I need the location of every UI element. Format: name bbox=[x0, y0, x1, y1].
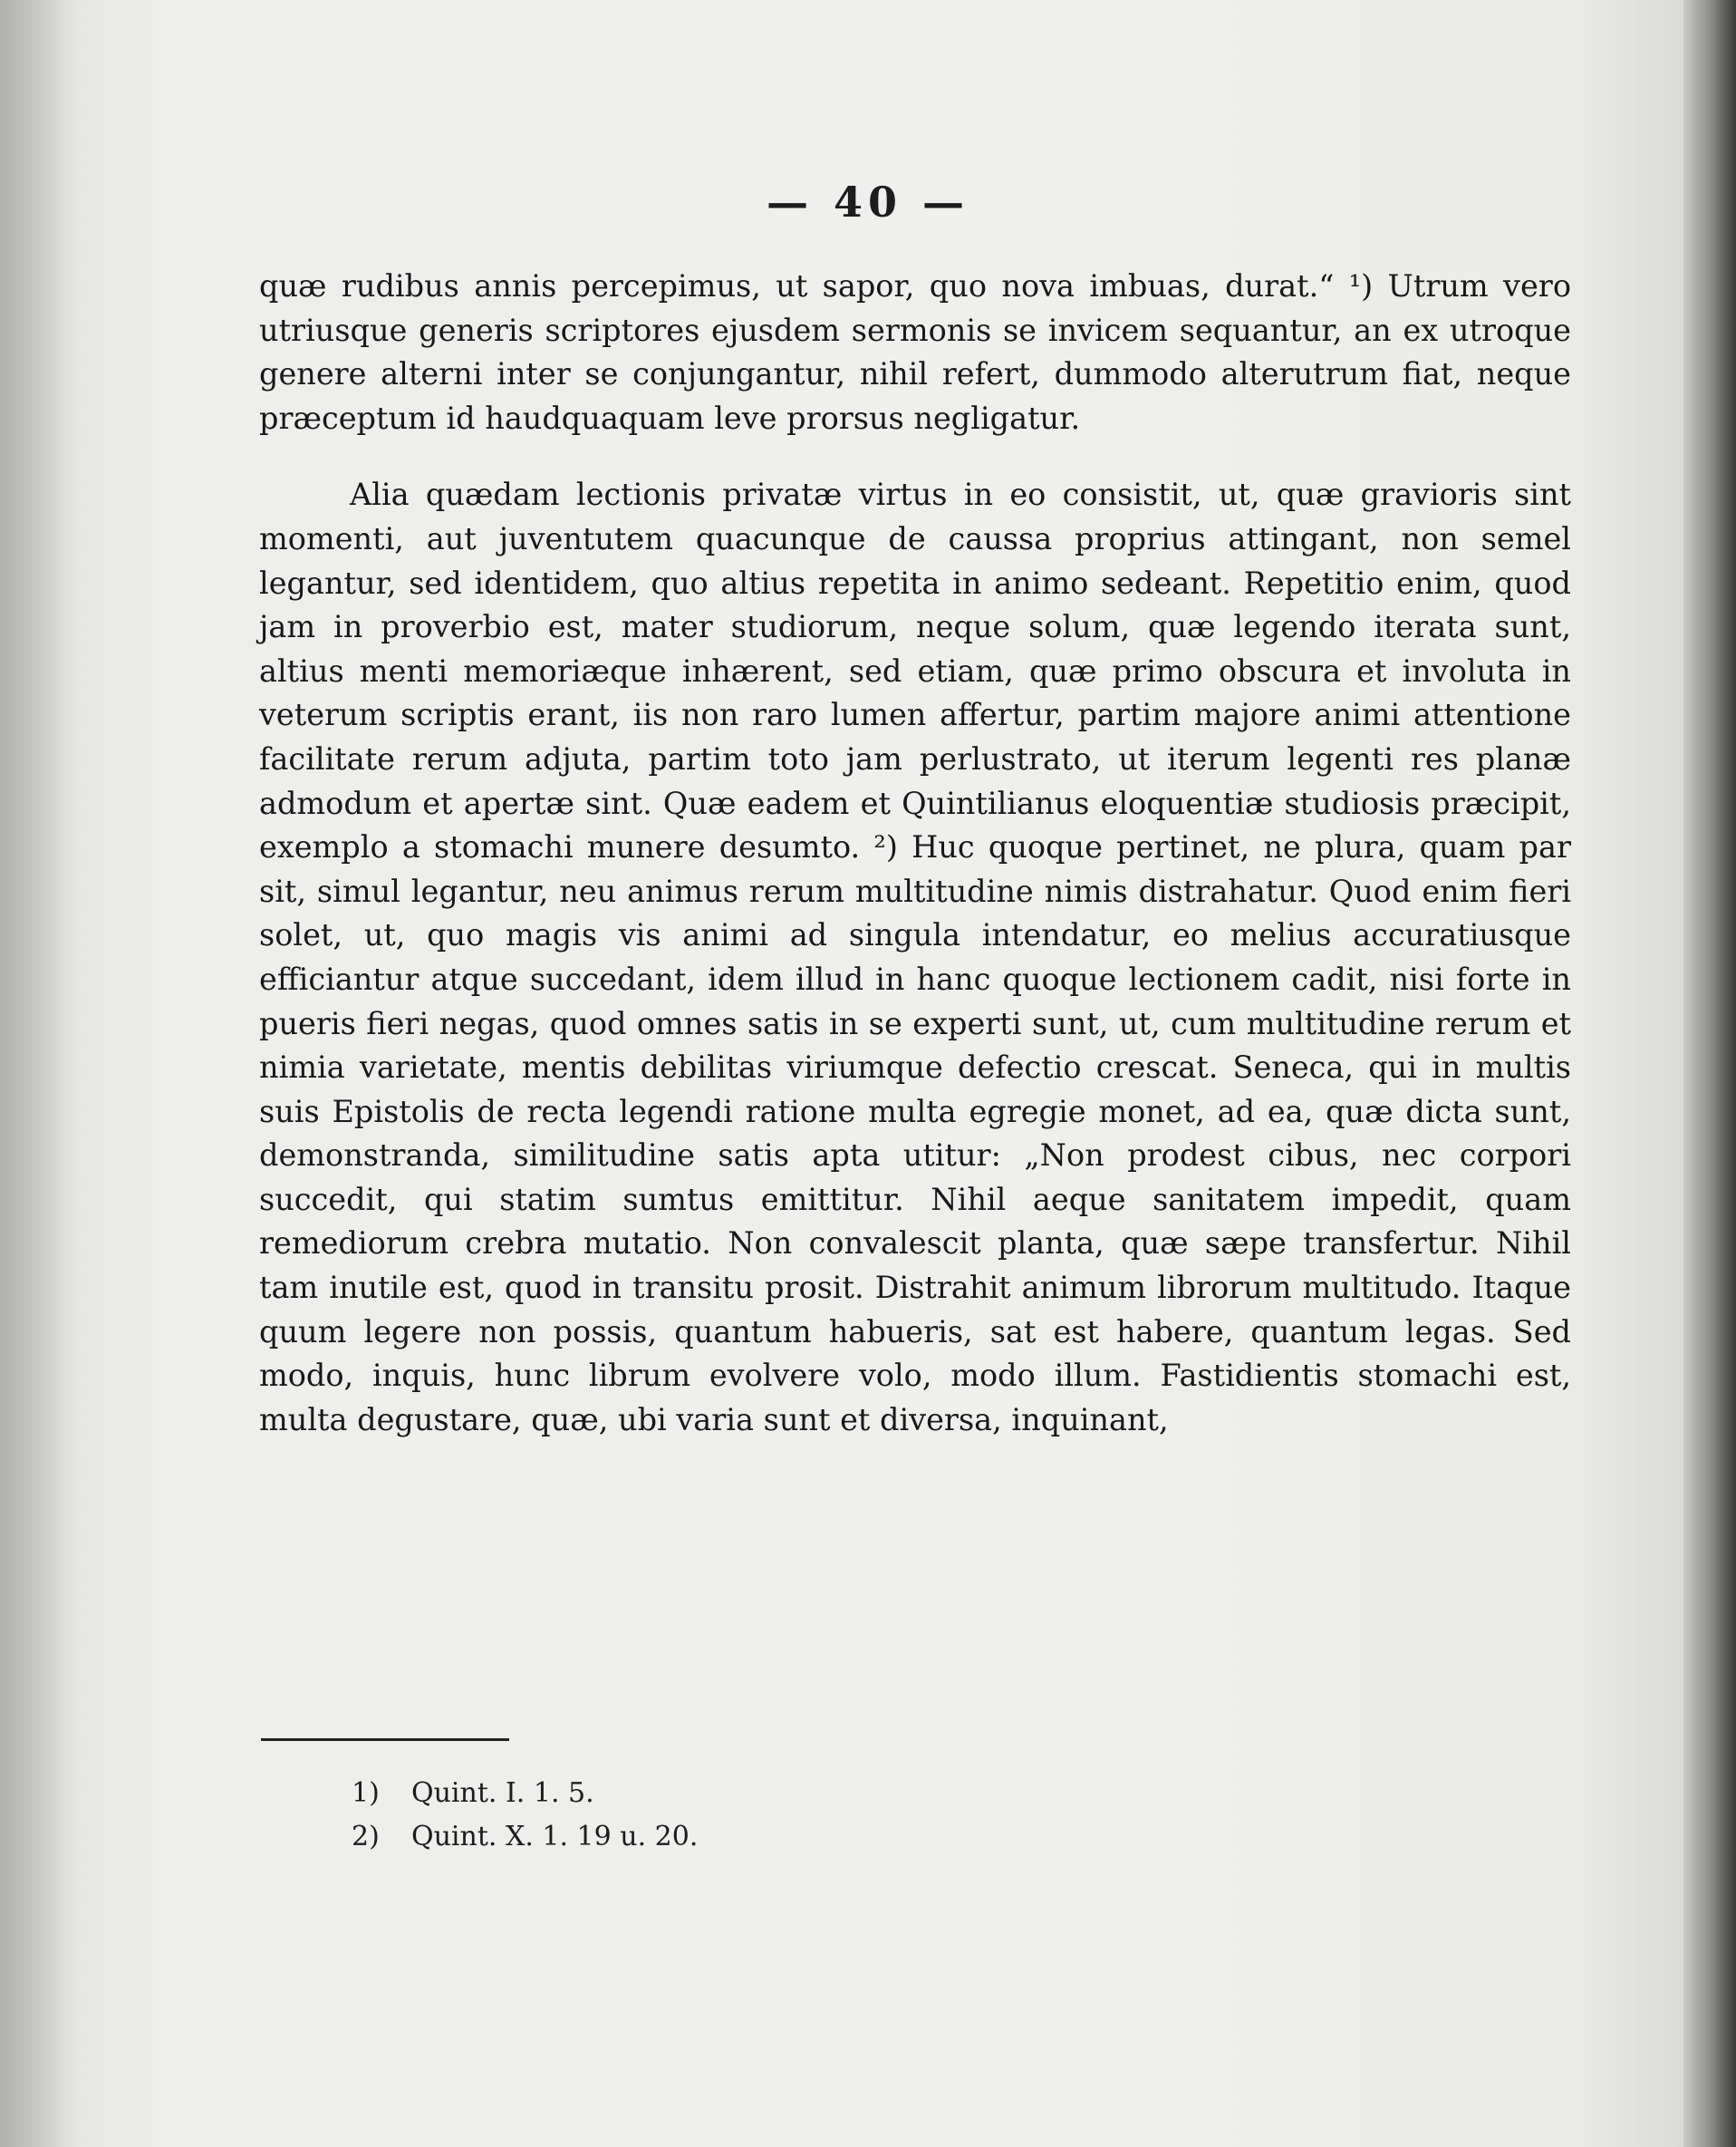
paragraph-main: Alia quædam lectionis privatæ virtus in eo consistit, ut, quæ gravioris sint momenti, aut juventutem quacunque de caussa proprius attingant, non semel legantur, sed identidem, quo altius repetita in animo sedeant. Repetitio enim, quod jam in proverbio est, mater studiorum, neque solum, quæ legendo iterata sunt, altius menti memoriæque inhærent, sed etiam, quæ primo obscura et involuta in veterum scriptis erant, iis non raro lumen affertur, partim majore animi attentione facilitate rerum adjuta, partim toto jam perlustrato, ut iterum legenti res planæ admodum et apertæ sint. Quæ eadem et Quintilianus eloquentiæ studiosis præcipit, exemplo a stomachi munere desumto. ²) Huc quoque pertinet, ne plura, quam par sit, simul legantur, neu animus rerum multitudine nimis distrahatur. Quod enim fieri solet, ut, quo magis vis animi ad singula intendatur, eo melius accuratiusque efficiantur atque succedant, idem illud in hanc quoque lectionem cadit, nisi forte in pueris fieri negas, quod omnes satis in se experti sunt, ut, cum multitudine rerum et nimia varietate, mentis debilitas viriumque defectio crescat. Seneca, qui in multis suis Epistolis de recta legendi ratione multa egregie monet, ad ea, quæ dicta sunt, demonstranda, similitudine satis apta utitur: „Non prodest cibus, nec corpori succedit, qui statim sumtus emittitur. Nihil aeque sanitatem impedit, quam remediorum crebra mutatio. Non convalescit planta, quæ sæpe transfertur. Nihil tam inutile est, quod in transitu prosit. Distrahit animum librorum multitudo. Itaque quum legere non possis, quantum habueris, sat est habere, quantum legas. Sed modo, inquis, hunc librum evolvere volo, modo illum. Fastidientis stomachi est, multa degustare, quæ, ubi varia sunt et diversa, inquinant, bbox=[259, 477, 1571, 1437]
body-text bbox=[259, 265, 1571, 1442]
footnote-2 bbox=[352, 1815, 698, 1859]
page-number-header: — 40 — bbox=[766, 178, 970, 227]
binding-shadow bbox=[0, 0, 82, 2147]
footnote-1-number: 1) bbox=[352, 1777, 380, 1809]
paragraph-continuation: quæ rudibus annis percepimus, ut sapor, quo nova imbuas, durat.“ ¹) Utrum vero utriusque generis scriptores ejusdem sermonis se invicem sequantur, an ex utroque genere alterni inter se conjungantur, nihil refert, dummodo alterutrum fiat, neque præceptum id haudquaquam leve prorsus negligatur. bbox=[259, 268, 1571, 436]
footnote-2-number: 2) bbox=[352, 1821, 380, 1852]
footnote-2-text: Quint. X. 1. 19 u. 20. bbox=[411, 1821, 699, 1852]
scan-right-edge bbox=[1683, 0, 1736, 2147]
footnote-separator bbox=[261, 1738, 509, 1741]
footnotes bbox=[352, 1772, 698, 1859]
footnote-1 bbox=[352, 1772, 698, 1815]
footnote-1-text: Quint. I. 1. 5. bbox=[411, 1777, 594, 1809]
